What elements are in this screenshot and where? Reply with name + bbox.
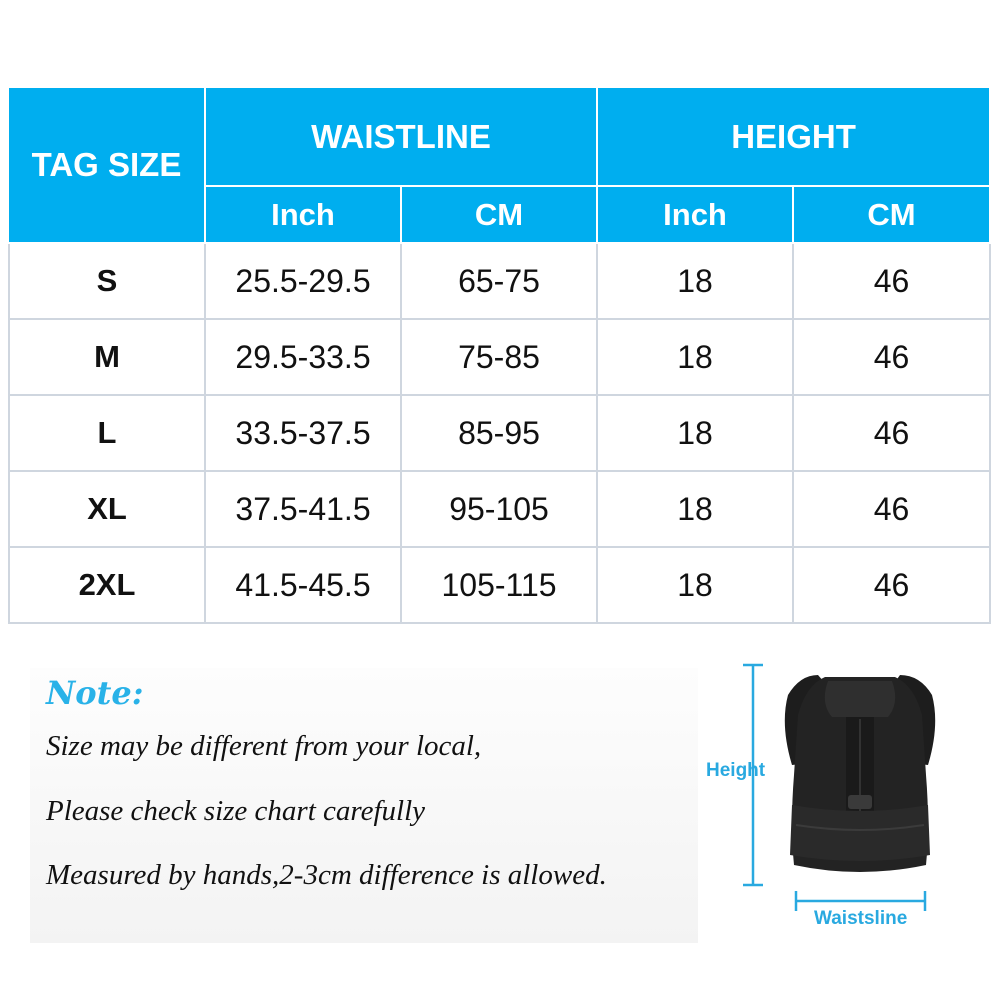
note-line: Please check size chart carefully: [46, 795, 425, 827]
height-cm-cell: 46: [793, 319, 990, 395]
height-cm-cell: 46: [793, 243, 990, 319]
brace-body: [785, 675, 935, 872]
waist-inch-cell: 41.5-45.5: [205, 547, 401, 623]
height-inch-cell: 18: [597, 243, 793, 319]
note-box: [30, 668, 698, 943]
waist-inch-cell: 29.5-33.5: [205, 319, 401, 395]
height-inch-cell: 18: [597, 395, 793, 471]
waist-cm-cell: 95-105: [401, 471, 597, 547]
height-cm-cell: 46: [793, 471, 990, 547]
tag-size-cell: S: [9, 243, 205, 319]
tag-size-cell: L: [9, 395, 205, 471]
height-cm-cell: 46: [793, 547, 990, 623]
header-height-cm: CM: [793, 186, 990, 243]
note-line: Measured by hands,2-3cm difference is allowed.: [46, 859, 607, 891]
note-title: Note:: [46, 674, 144, 712]
table-row: [9, 547, 990, 623]
waist-cm-cell: 85-95: [401, 395, 597, 471]
height-inch-cell: 18: [597, 547, 793, 623]
waist-cm-cell: 65-75: [401, 243, 597, 319]
header-height: HEIGHT: [597, 88, 990, 186]
header-waist-inch: Inch: [205, 186, 401, 243]
tag-size-cell: 2XL: [9, 547, 205, 623]
waist-inch-cell: 37.5-41.5: [205, 471, 401, 547]
tag-size-cell: XL: [9, 471, 205, 547]
header-waistline: WAISTLINE: [205, 88, 597, 186]
height-label: Height: [706, 760, 766, 781]
table-row: [9, 319, 990, 395]
size-chart-table: [8, 88, 991, 624]
header-height-inch: Inch: [597, 186, 793, 243]
waist-inch-cell: 33.5-37.5: [205, 395, 401, 471]
height-inch-cell: 18: [597, 319, 793, 395]
waistline-label: Waistsline: [814, 908, 908, 929]
product-diagram: [700, 655, 1000, 955]
header-tag-size: TAG SIZE: [9, 88, 205, 243]
height-cm-cell: 46: [793, 395, 990, 471]
header-waist-cm: CM: [401, 186, 597, 243]
tag-size-cell: M: [9, 319, 205, 395]
height-inch-cell: 18: [597, 471, 793, 547]
table-row: [9, 243, 990, 319]
note-line: Size may be different from your local,: [46, 730, 482, 762]
waist-inch-cell: 25.5-29.5: [205, 243, 401, 319]
table-row: [9, 471, 990, 547]
waist-cm-cell: 105-115: [401, 547, 597, 623]
table-row: [9, 395, 990, 471]
waist-cm-cell: 75-85: [401, 319, 597, 395]
